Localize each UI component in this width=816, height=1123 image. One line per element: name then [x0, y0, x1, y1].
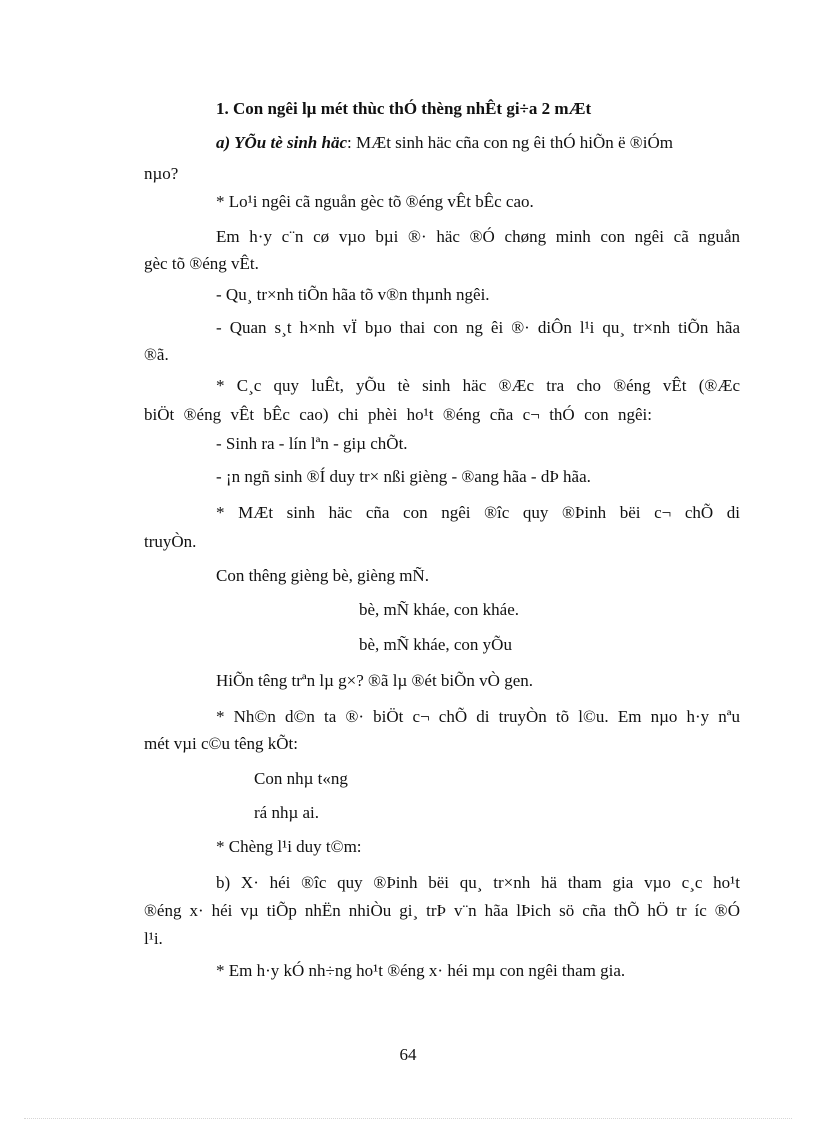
- paragraph-17-line-2: ®éng x· héi vµ tiÕp nhËn nhiÒu gi¸ trÞ v¨n hãa lÞich sö cña thÕ hÖ tr íc ®Ó: [144, 901, 740, 920]
- section-a-line-2: nµo?: [144, 164, 179, 183]
- section-heading: 1. Con ngêi lµ mét thùc thÓ thèng nhÊt gi÷a 2 mÆt: [216, 99, 592, 118]
- section-a-line-1: [216, 132, 740, 154]
- paragraph-5-line-2: biÖt ®éng vÊt bÊc cao) chi phèi ho¹t ®éng cña c¬ thÓ con ngêi:: [144, 405, 652, 424]
- paragraph-8-line-2: truyÒn.: [144, 532, 197, 551]
- proverb-line-2: rá nhµ ai.: [254, 803, 320, 822]
- page-bottom-rule: [24, 1118, 792, 1119]
- paragraph-2-line-2: gèc tõ ®éng vÊt.: [144, 254, 259, 273]
- paragraph-9: Con thêng gièng bè, gièng mÑ.: [216, 566, 429, 585]
- paragraph-16: * Chèng l¹i duy t©m:: [216, 837, 362, 856]
- paragraph-12: HiÕn têng trªn lµ g×? ®ã lµ ®ét biÕn vÒ gen.: [216, 671, 534, 690]
- paragraph-8-line-1: * MÆt sinh häc cña con ngêi ®îc quy ®Þinh bëi c¬ chÕ di: [216, 503, 740, 522]
- paragraph-18: * Em h·y kÓ nh÷ng ho¹t ®éng x· héi mµ con ngêi tham gia.: [216, 961, 626, 980]
- paragraph-3: - Qu¸ tr×nh tiÕn hãa tõ v®n thµnh ngêi.: [216, 285, 490, 304]
- paragraph-13-line-2: mét vµi c©u têng kÕt:: [144, 734, 298, 753]
- paragraph-11: bè, mÑ kháe, con yÕu: [359, 635, 512, 654]
- paragraph-4-line-1: - Quan s¸t h×nh vÏ bµo thai con ng êi ®· diÔn l¹i qu¸ tr×nh tiÕn hãa: [216, 318, 740, 337]
- paragraph-4-line-2: ®ã.: [144, 345, 169, 364]
- paragraph-5-line-1: * C¸c quy luÊt, yÕu tè sinh häc ®Æc tra cho ®éng vÊt (®Æc: [216, 376, 740, 395]
- paragraph-10: bè, mÑ kháe, con kháe.: [359, 600, 520, 619]
- paragraph-1: * Lo¹i ngêi cã nguån gèc tõ ®éng vÊt bÊc cao.: [216, 192, 534, 211]
- page-number: 64: [399, 1045, 417, 1064]
- paragraph-13-line-1: * Nh©n d©n ta ®· biÖt c¬ chÕ di truyÒn tõ l©u. Em nµo h·y nªu: [216, 707, 740, 726]
- paragraph-6: - Sinh ra - lín lªn - giµ chÕt.: [216, 434, 408, 453]
- section-a-label: a) YÕu tè sinh häc: [216, 133, 347, 152]
- paragraph-17-line-1: b) X· héi ®îc quy ®Þinh bëi qu¸ tr×nh hä tham gia vµo c¸c ho¹t: [216, 873, 740, 892]
- section-a-text: : MÆt sinh häc cña con ng êi thÓ hiÕn ë ®iÓm: [347, 133, 673, 152]
- paragraph-7: - ¡n ngñ sinh ®Í duy tr× nßi gièng - ®ang hãa - dÞ hãa.: [216, 467, 591, 486]
- paragraph-17-line-3: l¹i.: [144, 929, 163, 948]
- proverb-line-1: Con nhµ t«ng: [254, 769, 348, 788]
- paragraph-2-line-1: Em h·y c¨n cø vµo bµi ®· häc ®Ó chøng minh con ngêi cã nguån: [216, 227, 740, 246]
